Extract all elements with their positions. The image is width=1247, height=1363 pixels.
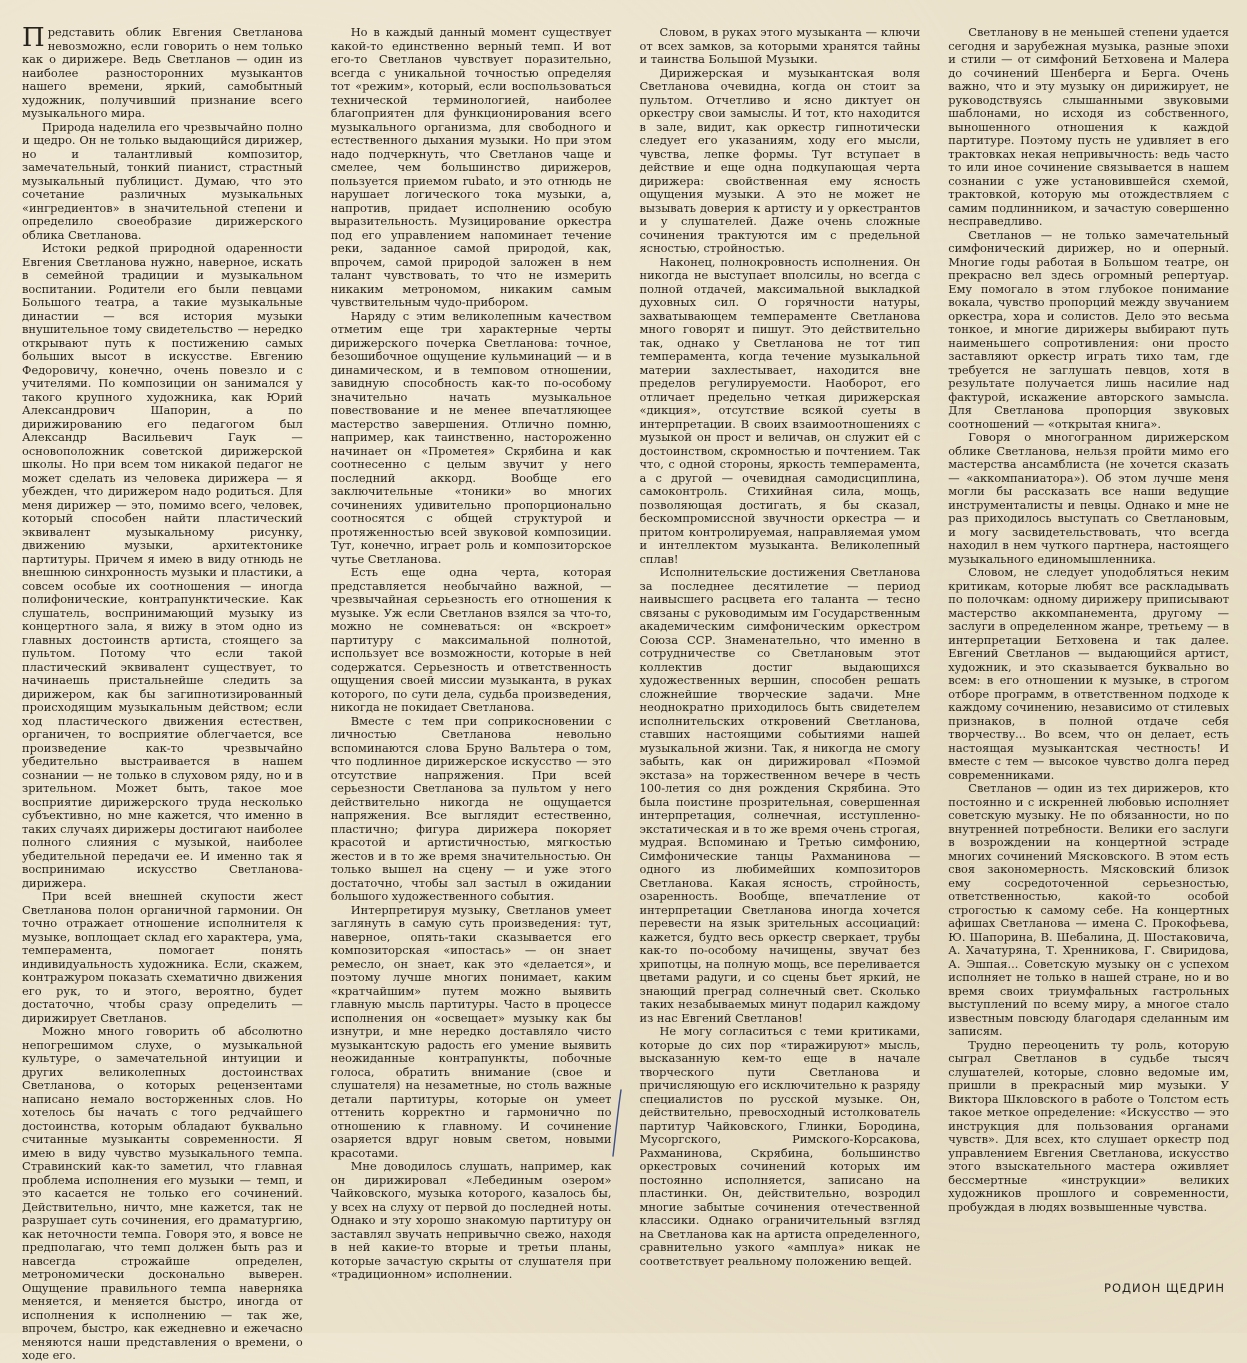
- paragraph: Вместе с тем при соприкосновении с личностью Светланова невольно вспоминаются слова Бруно Вальтера о том, что подлинное дирижерское искусство — это отсутствие напряжения. При всей серьезности Светланова за пультом у него действительно никогда не ощущается напряжения. Все выглядит естественно, пластично; фигура дирижера покоряет красотой и артистичностью, мягкостью жестов и в то же время значительностью. Он только вышел на сцену — и уже этого достаточно, чтобы зал застыл в ожидании большого художественного события.: [330, 713, 612, 903]
- drop-cap: П: [22, 23, 45, 53]
- paragraph: Есть еще одна черта, которая представляется необычайно важной, — чрезвычайная серьезность его отношения к музыке. Уж если Светланов взялся за что-то, можно не сомневаться: он «вскроет» партитуру с максимальной полнотой, использует все возможности, которые в ней содержатся. Серьезность и ответственность ощущения своей миссии музыканта, в руках которого, по сути дела, судьба произведения, никогда не покидает Светланова.: [330, 565, 612, 714]
- paragraph: Интерпретируя музыку, Светланов умеет заглянуть в самую суть произведения: тут, наверное, опять-таки сказывается его композиторская «ипостась» — он знает ремесло, он знает, как это «делается», и поэтому лучше многих понимает, каким «кратчайшим» путем можно выявить главную мысль партитуры. Часто в процессе исполнения он «освещает» музыку как бы изнутри, и мне нередко доставляло чисто музыкантскую радость его умение выявить неожиданные контрапункты, побочные голоса, обратить внимание (свое и слушателя) на незаметные, но столь важные детали партитуры, которые он умеет оттенить корректно и гармонично по отношению к главному. И сочинение озаряется вдруг новым светом, новыми красотами.: [330, 902, 612, 1160]
- author-signature: РОДИОН ЩЕДРИН: [1104, 1281, 1225, 1295]
- paragraph: Дирижерская и музыкантская воля Светланова очевидна, когда он стоит за пультом. Отчетливо и ясно диктует он оркестру свои замыслы. И тот, кто находится в зале, видит, как оркестр гипнотически следует его указаниям, ходу его мысли, чувства, лепке формы. Тут вступает в действие и еще одна подкупающая черта дирижера: свойственная ему ясность ощущения музыки. А это не может не вызывать доверия к артисту и у оркестрантов и у слушателей. Даже очень сложные сочинения трактуются им с предельной ясностью, стройностью.: [639, 65, 921, 255]
- paragraph: Наряду с этим великолепным качеством отметим еще три характерные черты дирижерского почерка Светланова: точное, безошибочное ощущение кульминаций — и в динамическом, и в темповом отношении, завидную способность как-то по-особому значительно начать музыкальное повествование и не менее впечатляющее мастерство завершения. Отлично помню, например, как таинственно, настороженно начинает он «Прометея» Скрябина и как соотнесенно с целым звучит у него последний аккорд. Вообще его заключительные «тоники» во многих сочинениях удивительно пропорционально соотносятся с общей структурой и протяженностью всей звуковой композиции. Тут, конечно, играет роль и композиторское чутье Светланова.: [330, 308, 612, 566]
- paragraph: Не могу согласиться с теми критиками, которые до сих пор «тиражируют» мысль, высказанную кем-то еще в начале творческого пути Светланова и причисляющую его исключительно к разряду специалистов по русской музыке. Он, действительно, превосходный истолкователь партитур Чайковского, Глинки, Бородина, Мусоргского, Римского-Корсакова, Рахманинова, Скрябина, большинство оркестровых сочинений которых им постоянно исполняется, записано на пластинки. Он, действительно, возродил многие забытые сочинения отечественной классики. Однако ограничительный взгляд на Светланова как на артиста определенного, сравнительно узкого «амплуа» никак не соответствует реальному положению вещей.: [639, 1024, 921, 1268]
- paragraph: Говоря о многогранном дирижерском облике Светланова, нельзя пройти мимо его мастерства ансамблиста (не хочется сказать — «аккомпаниатора»). Об этом лучше меня могли бы рассказать все наши ведущие инструменталисты и певцы. Однако и мне не раз приходилось выступать со Светлановым, и могу засвидетельствовать, что всегда находил в нем чуткого партнера, настоящего музыкального единомышленника.: [948, 430, 1229, 566]
- paragraph: Природа наделила его чрезвычайно полно и щедро. Он не только выдающийся дирижер, но и талантливый композитор, замечательный, тонкий пианист, страстный музыкальный публицист. Думаю, что это сочетание различных музыкальных «ингредиентов» в значительной степени и определило своеобразие дирижерского облика Светланова.: [22, 119, 303, 242]
- paragraph: Наконец, полнокровность исполнения. Он никогда не выступает вполсилы, но всегда с полной отдачей, максимальной выкладкой духовных сил. О горячности натуры, захватывающем темпераменте Светланова много говорят и пишут. Это действительно так, однако у Светланова не тот тип темперамента, когда течение музыкальной материи захлестывает, находится вне пределов регулируемости. Наоборот, его отличает предельно четкая дирижерская «дикция», отсутствие всякой суеты в интерпретации. В своих взаимоотношениях с музыкой он прост и величав, он служит ей с достоинством, скромностью и почтением. Так что, с одной стороны, яркость темперамента, а с другой — очевидная самодисциплина, самоконтроль. Стихийная сила, мощь, позволяющая достигать, я бы сказал, бескомпромиссной звучности оркестра — и притом контролируемая, направляемая умом и интеллектом музыканта. Великолепный сплав!: [639, 254, 921, 566]
- paragraph: Словом, в руках этого музыканта — ключи от всех замков, за которыми хранятся тайны и таинства Большой Музыки.: [639, 25, 921, 66]
- column-2: [331, 26, 612, 1363]
- paragraph: Словом, не следует уподобляться неким критикам, которые любят все раскладывать по полочкам: одному дирижеру приписывают мастерство аккомпанемента, другому — заслуги в определенном жанре, третьему — в интерпретации Бетховена и так далее. Евгений Светланов — выдающийся артист, художник, и это сказывается буквально во всем: в его отношении к музыке, в строгом отборе программ, в ответственном подходе к каждому сочинению, независимо от стилевых признаков, в полной отдаче себя творчеству... Во всем, что он делает, есть настоящая музыкантская честность! И вместе с тем — высокое чувство долга перед современниками.: [948, 565, 1229, 782]
- paragraph: Истоки редкой природной одаренности Евгения Светланова нужно, наверное, искать в семейной традиции и музыкальном воспитании. Родители его были певцами Большого театра, а такие музыкальные династии — вся история музыки внушительное тому свидетельство — нередко открывают путь к постижению самых больших высот в искусстве. Евгению Федоровичу, конечно, очень повезло и с учителями. По композиции он занимался у такого крупного художника, как Юрий Александрович Шапорин, а по дирижированию его педагогом был Александр Васильевич Гаук — основоположник советской дирижерской школы. Но при всем том никакой педагог не может сделать из человека дирижера — я убежден, что дирижером надо родиться. Для меня дирижер — это, помимо всего, человек, который способен найти пластический эквивалент музыкальному рисунку, движению музыки, архитектонике партитуры. Причем я имею в виду отнюдь не внешнюю синхронность музыки и пластики, а совсем особые их соотношения — иногда полифонические, контрапунктические. Как слушатель, воспринимающий музыку из концертного зала, я вижу в этом одно из главных достоинств артиста, стоящего за пультом. Потому что если такой пластический эквивалент существует, то начинаешь пристальнейше следить за дирижером, как бы загипнотизированный происходящим музыкальным действом; если ход пластического движения естествен, органичен, то восприятие облегчается, все произведение как-то чрезвычайно убедительно выстраивается в нашем сознании — не только в слуховом ряду, но и в зрительном. Может быть, такое мое восприятие дирижерского труда несколько субъективно, но мне кажется, что именно в таких случаях дирижеры достигают наиболее полного слияния с музыкой, наиболее убедительной передачи ее. И именно так я воспринимаю искусство Светланова-дирижера.: [22, 241, 303, 890]
- paragraph: При всей внешней скупости жест Светланова полон органичной гармонии. Он точно отражает отношение исполнителя к музыке, воплощает склад его характера, ума, темперамента, помогает понять индивидуальность художника. Если, скажем, контражуром показать схематично движения его рук, то и этого, вероятно, будет достаточно, чтобы сразу определить — дирижирует Светланов.: [22, 889, 303, 1025]
- paragraph: Представить облик Евгения Светланова невозможно, если говорить о нем только как о дирижере. Ведь Светланов — один из наиболее разносторонних музыкантов нашего времени, яркий, самобытный художник, получивший признание всего музыкального мира.: [22, 23, 303, 120]
- paragraph: Трудно переоценить ту роль, которую сыграл Светланов в судьбе тысяч слушателей, которые, словно ведомые им, пришли в прекрасный мир музыки. У Виктора Шкловского в работе о Толстом есть такое меткое определение: «Искусство — это инструкция для пользования органами чувств». Для всех, кто слушает оркестр под управлением Евгения Светланова, искусство этого взыскательного мастера оживляет бессмертные «инструкции» великих художников прошлого и современности, пробуждая в людях возвышенные чувства.: [948, 1037, 1229, 1214]
- paragraph: Но в каждый данный момент существует какой-то единственно верный темп. И вот его-то Светланов чувствует поразительно, всегда с уникальной точностью определяя тот «режим», который, если воспользоваться технической терминологией, наиболее благоприятен для функционирования всего музыкального организма, для свободного и естественного дыхания музыки. Но при этом надо подчеркнуть, что Светланов чаще и смелее, чем большинство дирижеров, пользуется приемом rubato, и это отнюдь не нарушает логического тока музыки, а, напротив, придает исполнению особую выразительность. Музицирование оркестра под его управлением напоминает течение реки, заданное самой природой, как, впрочем, самой природой заложен в нем талант чувствовать, то что не измерить никаким метрономом, никаким самым чувствительным чудо-прибором.: [330, 25, 612, 309]
- column-4: [948, 26, 1229, 1363]
- column-3: [640, 26, 921, 1363]
- paragraph: Светланов — не только замечательный симфонический дирижер, но и оперный. Многие годы работая в Большом театре, он прекрасно вел здесь огромный репертуар. Ему помогало в этом глубокое понимание вокала, чувство пропорций между звучанием оркестра, хора и солистов. Дело это весьма тонкое, и многие дирижеры выбирают путь наименьшего сопротивления: они просто заставляют оркестр играть тихо там, где требуется не заглушать певцов, хотя в результате получается лишь насилие над фактурой, искажение авторского замысла. Для Светланова пропорция звуковых соотношений — «открытая книга».: [948, 227, 1229, 431]
- column-1: [22, 23, 303, 1363]
- paragraph: Можно много говорить об абсолютно непогрешимом слухе, о музыкальной культуре, о замечательной интуиции и других великолепных достоинствах Светланова, о которых рецензентами написано немало восторженных слов. Но хотелось бы начать с того редчайшего достоинства, которым обладают буквально считанные музыканты современности. Я имею в виду чувство музыкального темпа. Стравинский как-то заметил, что главная проблема исполнения его музыки — темп, и это касается не только его сочинений. Действительно, ничто, мне кажется, так не разрушает суть сочинения, его драматургию, как неточности темпа. Говоря это, я вовсе не предполагаю, что темп должен быть раз и навсегда строжайше определен, метрономически досконально выверен. Ощущение правильного темпа наверняка меняется, и меняется быстро, иногда от исполнения к исполнению — так же, впрочем, быстро, как ежедневно и ежечасно меняются наши представления о времени, о ходе его.: [22, 1024, 303, 1362]
- paragraph: Исполнительские достижения Светланова за последнее десятилетие — период наивысшего расцвета его таланта — тесно связаны с руководимым им Государственным академическим симфоническим оркестром Союза ССР. Знаменательно, что именно в сотрудничестве со Светлановым этот коллектив достиг выдающихся художественных вершин, способен решать сложнейшие творческие задачи. Мне неоднократно приходилось быть свидетелем исполнительских откровений Светланова, ставших настоящими событиями нашей музыкальной жизни. Так, я никогда не смогу забыть, как он дирижировал «Поэмой экстаза» на торжественном вечере в честь 100-летия со дня рождения Скрябина. Это была поистине прозрительная, совершенная интерпретация, солнечная, исступленно-экстатическая и в то же время очень строгая, мудрая. Вспоминаю и Третью симфонию, Симфонические танцы Рахманинова — одного из любимейших композиторов Светланова. Какая ясность, стройность, озаренность. Вообще, впечатление от интерпретации Светланова иногда хочется перевести на язык зрительных ассоциаций: кажется, будто весь оркестр сверкает, трубы как-то по-особому начищены, звучат без хрипотцы, на полную мощь, все переливается цветами радуги, и со сцены бьет яркий, не знающий преград солнечный свет. Сколько таких незабываемых минут подарил каждому из нас Евгений Светланов!: [639, 565, 921, 1025]
- paragraph: Светланову в не меньшей степени удается сегодня и зарубежная музыка, разные эпохи и стили — от симфоний Бетховена и Малера до сочинений Шенберга и Берга. Очень важно, что и эту музыку он дирижирует, не руководствуясь слышанными звуковыми шаблонами, но исходя из собственного, выношенного отношения к каждой партитуре. Поэтому пусть не удивляет в его трактовках некая непривычность: ведь часто то или иное сочинение связывается в нашем сознании с уже установившейся схемой, трактовкой, которую мы отождествляем с самим подлинником, и зачастую совершенно несправедливо.: [948, 25, 1229, 228]
- article-columns: [22, 23, 1229, 1362]
- paragraph: Мне доводилось слушать, например, как он дирижировал «Лебединым озером» Чайковского, музыка которого, казалось бы, у всех на слуху от первой до последней ноты. Однако и эту хорошо знакомую партитуру он заставлял звучать непривычно свежо, находя в ней какие-то вторые и третьи планы, которые зачастую скрыты от слушателя при «традиционном» исполнении.: [330, 1159, 612, 1281]
- paragraph: Светланов — один из тех дирижеров, кто постоянно и с искренней любовью исполняет советскую музыку. Не по обязанности, но по внутренней потребности. Велики его заслуги в возрождении на концертной эстраде многих сочинений Мясковского. В этом есть своя закономерность. Мясковский близок ему сосредоточенной серьезностью, ответственностью, какой-то особой строгостью к самому себе. На концертных афишах Светланова — имена С. Прокофьева, Ю. Шапорина, В. Шебалина, Д. Шостаковича, А. Хачатуряна, Т. Хренникова, Г. Свиридова, А. Эшпая... Советскую музыку он с успехом исполняет не только в нашей стране, но и во время своих триумфальных гастрольных выступлений по всему миру, а многое стало известным повсюду благодаря сделанным им записям.: [948, 781, 1229, 1038]
